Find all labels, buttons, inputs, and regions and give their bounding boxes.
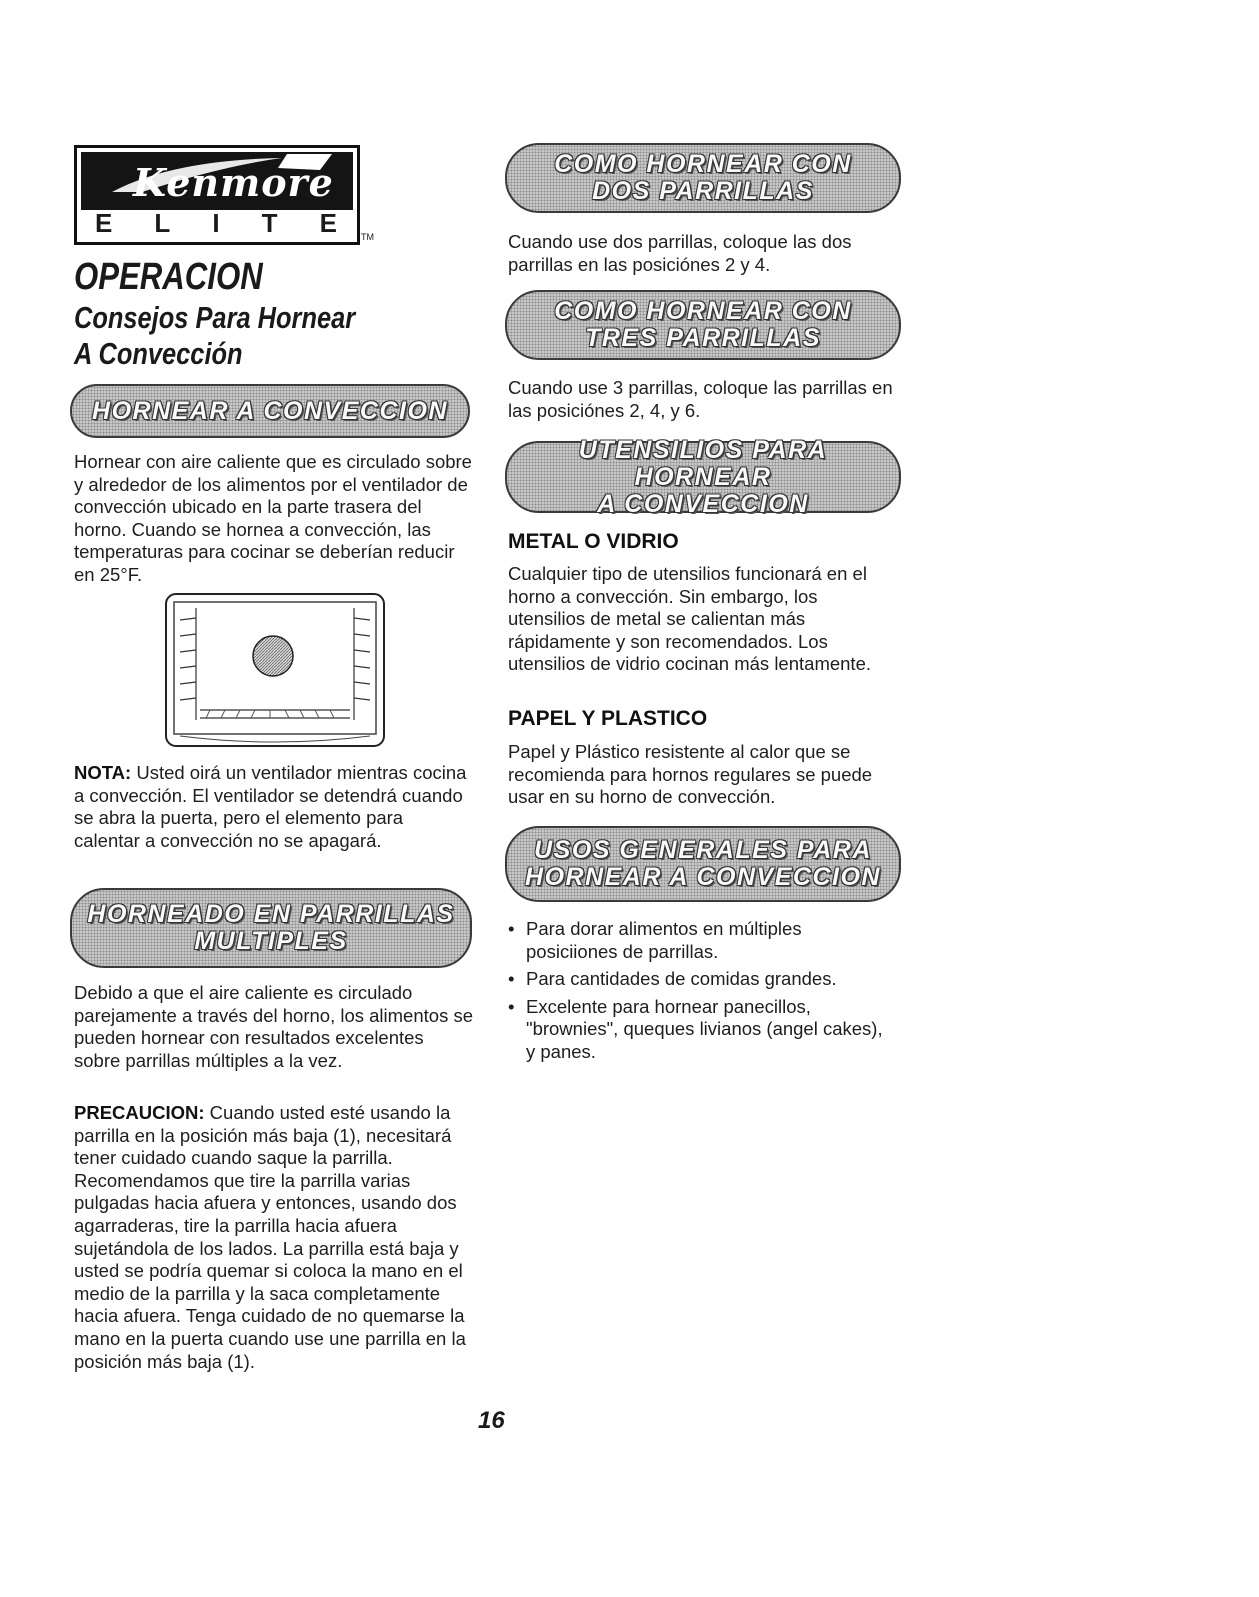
banner-text-line1: COMO HORNEAR CON xyxy=(554,297,852,325)
banner-text-line2: DOS PARRILLAS xyxy=(592,177,814,205)
banner-text-line2: A CONVECCION xyxy=(597,489,809,518)
page-subtitle-line2: A Convección xyxy=(74,336,243,371)
banner-text-line1: UTENSILIOS PARA HORNEAR xyxy=(578,435,828,491)
logo-letter: L xyxy=(154,208,171,238)
banner-hornear-conveccion xyxy=(70,384,470,438)
page-subtitle-line1: Consejos Para Hornear xyxy=(74,300,356,335)
banner-usos-generales xyxy=(505,826,901,902)
page-number: 16 xyxy=(478,1407,505,1434)
oven-icon xyxy=(160,590,390,750)
precaucion-text: Cuando usted esté usando la parrilla en la posición más baja (1), necesitará tener cuidado cuando saque la parrilla. Recomendamos que tire la parrilla varias pulgadas hacia afuera y entonces, usando dos agarraderas, tire la parrilla hacia afuera sujetándola de los lados. La parrilla está baja y usted se podría quemar si coloca la mano en el medio de la parrilla y la saca completamente hacia afuera. Tenga cuidado de no quemarse la mano en la puerta cuando use une parrilla en la posición más baja (1). xyxy=(74,1102,466,1372)
nota-paragraph xyxy=(74,762,474,852)
metal-paragraph: Cualquier tipo de utensilios funcionará en el horno a convección. Sin embargo, los utensilios de metal se calientan más rápidamente y son recomendados. Los utensilios de vidrio cocinan más lentamente. xyxy=(508,563,871,675)
banner-text-line1: COMO HORNEAR CON xyxy=(554,150,852,178)
banner-dos-parrillas xyxy=(505,143,901,213)
banner-horneado-parrillas xyxy=(70,888,472,968)
logo-elite xyxy=(77,208,357,238)
banner-text-line2: TRES PARRILLAS xyxy=(585,324,821,352)
logo-letter: E xyxy=(319,208,337,238)
bullet-icon: • xyxy=(508,995,515,1017)
precaucion-label: PRECAUCION: xyxy=(74,1102,205,1123)
papel-paragraph: Papel y Plástico resistente al calor que se recomienda para hornos regulares se puede usar en su horno de convección. xyxy=(508,741,873,808)
bullet-text: Excelente para hornear panecillos, "brownies", queques livianos (angel cakes), y panes. xyxy=(526,995,883,1062)
banner-text-line2: HORNEAR A CONVECCION xyxy=(525,863,881,891)
bullet-text: Para cantidades de comidas grandes. xyxy=(526,968,837,990)
logo-brand: Kenmore xyxy=(133,160,334,205)
nota-text: Usted oirá un ventilador mientras cocina a convección. El ventilador se detendrá cuando se abra la puerta, pero el elemento para calentar a convección no se apagará. xyxy=(74,762,467,851)
intro-paragraph: Hornear con aire caliente que es circulado sobre y alrededor de los alimentos por el ventilador de convección ubicado en la parte trasera del horno. Cuando se hornea a convección, las temperaturas para cocinar se deberían reducir en 25°F. xyxy=(74,451,472,585)
papel-heading: PAPEL Y PLASTICO xyxy=(508,707,708,730)
banner-utensilios xyxy=(505,435,901,518)
nota-label: NOTA: xyxy=(74,762,132,783)
list-item xyxy=(508,996,888,1064)
tres-parrillas-paragraph: Cuando use 3 parrillas, coloque las parrillas en las posiciónes 2, 4, y 6. xyxy=(508,377,893,421)
multi-rack-paragraph: Debido a que el aire caliente es circulado parejamente a través del horno, los alimentos se pueden hornear con resultados excelentes sobre parrillas múltiples a la vez. xyxy=(74,982,473,1071)
dos-parrillas-paragraph: Cuando use dos parrillas, coloque las dos parrillas en las posiciónes 2 y 4. xyxy=(508,231,852,275)
bullet-icon: • xyxy=(508,968,515,990)
logo-letter: E xyxy=(95,208,113,238)
banner-text-line1: USOS GENERALES PARA xyxy=(534,836,872,864)
logo-letter: T xyxy=(261,208,278,238)
bullet-text: Para dorar alimentos en múltiples posiciiones de parrillas. xyxy=(526,918,802,962)
precaucion-paragraph xyxy=(74,1102,466,1373)
banner-text-line2: MULTIPLES xyxy=(194,927,348,955)
logo-band xyxy=(81,152,353,210)
list-item xyxy=(508,968,888,991)
list-item xyxy=(508,918,888,963)
bullet-icon: • xyxy=(508,918,515,939)
trademark: TM xyxy=(361,232,374,242)
banner-text: HORNEAR A CONVECCION xyxy=(92,396,448,425)
metal-heading: METAL O VIDRIO xyxy=(508,530,679,553)
banner-text-line1: HORNEADO EN PARRILLAS xyxy=(87,900,455,928)
logo-letter: I xyxy=(212,208,220,238)
usos-bullet-list xyxy=(508,918,888,1069)
banner-tres-parrillas xyxy=(505,290,901,360)
page-title: OPERACION xyxy=(74,256,263,298)
kenmore-elite-logo xyxy=(74,145,360,245)
